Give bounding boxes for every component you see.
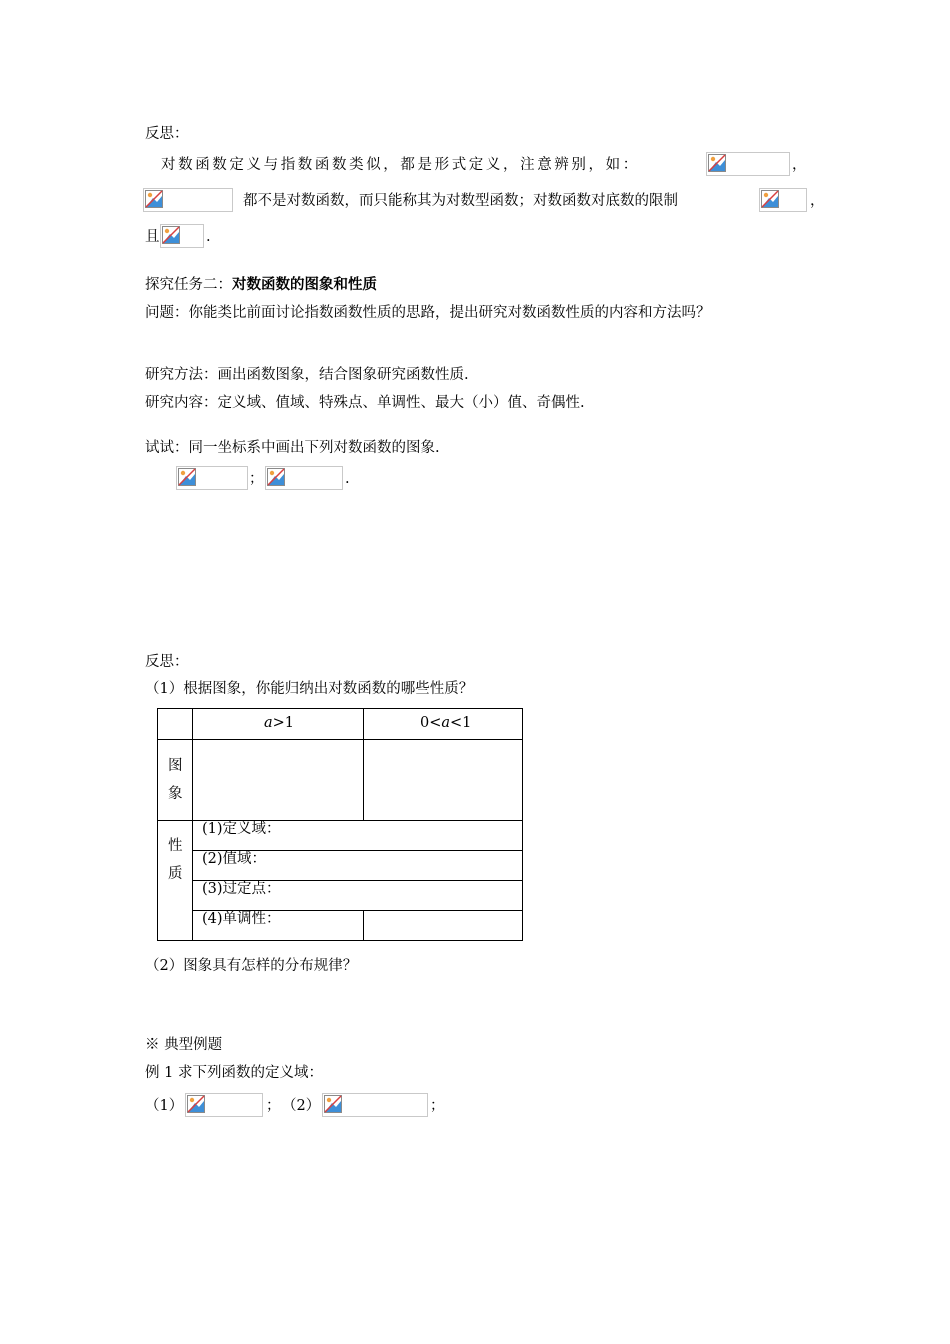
try-instruction: 试试：同一坐标系中画出下列对数函数的图象.: [145, 440, 440, 456]
punctuation: ；: [266, 1098, 281, 1114]
properties-table: [157, 708, 523, 941]
example-item-1-label: （1）: [145, 1098, 184, 1114]
table-divider: [158, 739, 522, 740]
formula-image: [185, 1093, 263, 1117]
formula-image: [706, 152, 790, 176]
property-monotonicity: (4)单调性：: [202, 911, 281, 927]
examples-heading: ※ 典型例题: [145, 1037, 223, 1053]
reflection-question-2: （2）图象具有怎样的分布规律？: [145, 958, 358, 974]
table-divider: [363, 709, 364, 820]
example-1-prompt: 例 1 求下列函数的定义域：: [145, 1065, 323, 1081]
punctuation: .: [345, 471, 350, 487]
formula-image: [176, 466, 248, 490]
property-range: (2)值域：: [202, 851, 267, 867]
broken-image-icon: [267, 468, 285, 486]
punctuation: ，: [810, 193, 825, 209]
formula-image: [759, 188, 807, 212]
broken-image-icon: [145, 190, 163, 208]
property-fixed-point: (3)过定点：: [202, 881, 281, 897]
task-label: 探究任务二：: [145, 277, 232, 293]
reflection-question-1: （1）根据图象，你能归纳出对数函数的哪些性质？: [145, 681, 474, 697]
formula-image: [160, 224, 204, 248]
table-divider: [192, 709, 193, 940]
property-domain: (1)定义域：: [202, 821, 281, 837]
task-title: 对数函数的图象和性质: [232, 276, 377, 293]
formula-image: [265, 466, 343, 490]
reflection-text-line1: 对数函数定义与指数函数类似，都是形式定义，注意辨别，如：: [161, 157, 640, 173]
row-label-graph-1: 图: [168, 758, 183, 774]
research-content: 研究内容：定义域、值域、特殊点、单调性、最大（小）值、奇偶性.: [145, 395, 585, 411]
broken-image-icon: [187, 1095, 205, 1113]
row-label-property-1: 性: [168, 838, 183, 854]
example-item-2-label: （2）: [282, 1098, 321, 1114]
row-label-graph-2: 象: [168, 786, 183, 802]
reflection-text-line2: 都不是对数函数，而只能称其为对数型函数；对数函数对底数的限制: [243, 193, 678, 209]
table-header-a-lt-1: 0<a<1: [420, 715, 472, 731]
table-header-a-gt-1: a>1: [264, 715, 295, 731]
research-method: 研究方法：画出函数图象，结合图象研究函数性质.: [145, 367, 469, 383]
punctuation: ；: [430, 1098, 445, 1114]
broken-image-icon: [324, 1095, 342, 1113]
broken-image-icon: [162, 226, 180, 244]
task-heading: [145, 275, 377, 295]
punctuation: ；: [249, 471, 264, 487]
table-divider: [363, 910, 364, 940]
formula-image: [322, 1093, 428, 1117]
reflection-title: 反思：: [145, 126, 189, 142]
task-question: 问题：你能类比前面讨论指数函数性质的思路，提出研究对数函数性质的内容和方法吗？: [145, 305, 711, 321]
formula-image: [143, 188, 233, 212]
reflection-title: 反思：: [145, 654, 189, 670]
reflection-text-line3: 且: [145, 229, 160, 245]
row-label-property-2: 质: [168, 866, 183, 882]
broken-image-icon: [761, 190, 779, 208]
punctuation: ，: [792, 157, 807, 173]
broken-image-icon: [708, 154, 726, 172]
broken-image-icon: [178, 468, 196, 486]
punctuation: .: [206, 229, 211, 245]
